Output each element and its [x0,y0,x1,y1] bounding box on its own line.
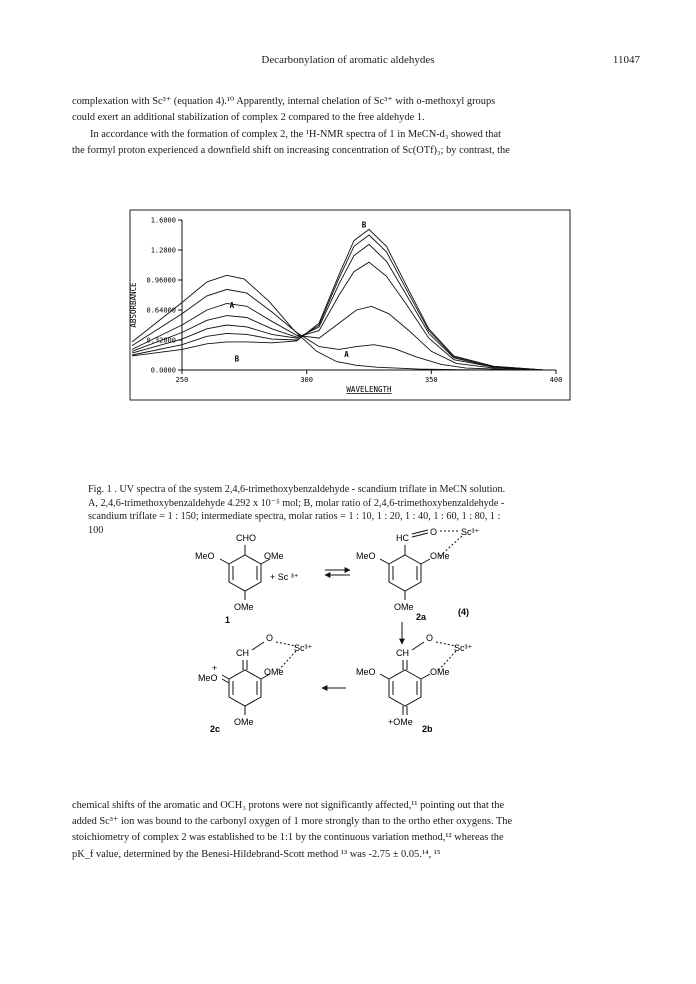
curve-label: A [344,349,349,359]
compound-2b-sc: Sc³⁺ [454,643,473,653]
y-axis-title: ABSORBANCE [129,282,138,328]
x-tick-label: 300 [300,376,313,384]
compound-2c-meo: MeO [198,673,218,683]
x-tick-label: 250 [175,376,189,384]
x-tick-label: 350 [425,376,438,384]
plot-area [132,217,562,385]
paragraph-2-line-1: In accordance with the formation of complex 2, the ¹H-NMR spectra of 1 in MeCN-d₃ showed that [90,129,501,140]
compound-2a-meo: MeO [356,551,376,561]
y-tick-label: 1.6000 [150,216,176,225]
y-tick-label: 1.2800 [150,246,176,255]
y-tick-label: 0.64000 [146,306,176,315]
compound-2b-label: 2b [422,724,433,734]
compound-2a-hc: HC [396,533,409,543]
compound-2a-label: 2a [416,612,427,622]
compound-2a-ome-bottom: OMe [394,602,414,612]
paragraph-2 [72,127,628,159]
equation-number: (4) [458,607,469,617]
compound-2c [222,642,296,715]
y-tick-label: 0.0000 [150,366,176,375]
reaction-scheme [150,520,570,765]
compound-1-meo: MeO [195,551,215,561]
x-tick-label: 400 [549,376,563,384]
compound-2c-o: O [266,633,274,643]
compound-2c-plus: + [212,663,218,673]
compound-2a-ome-right: OMe [430,551,450,561]
compound-1-ome-right: OMe [264,551,284,561]
paragraph-3-line-4: pK_f value, determined by the Benesi-Hildebrand-Scott method ¹³ was -2.75 ± 0.05.¹⁴, ¹⁵ [72,848,441,860]
compound-1 [220,545,270,600]
paragraph-3 [72,798,628,863]
uv-spectra-chart [130,210,570,400]
scandium-reagent: + Sc ³⁺ [270,572,299,582]
compound-1-label: 1 [225,615,231,625]
compound-1-ome-bottom: OMe [234,602,254,612]
equilibrium-arrow [325,570,350,575]
compound-2a [380,530,462,600]
y-tick-label: 0.96000 [146,276,176,285]
benzene-ring-2c [229,670,261,706]
paragraph-3-line-3: stoichiometry of complex 2 was established to be 1:1 by the continuous variation method,¹² whereas the [72,832,504,844]
compound-2b-o: O [426,633,434,643]
curve-label: B [361,220,367,230]
page-number: 11047 [612,54,640,66]
caption-line-2: A, 2,4,6-trimethoxybenzaldehyde 4.292 x 10⁻⁵ mol; B, molar ratio of 2,4,6-trimethoxybenzaldehyde - [88,497,505,509]
compound-2b-ome-right: OMe [430,667,450,677]
x-axis-title: WAVELENGTH [346,385,392,394]
paragraph-1-line-2: could exert an additional stabilization of complex 2 compared to the free aldehyde 1. [72,112,425,124]
caption-line-3: scandium triflate = 1 : 150; intermediate spectra, molar ratios = 1 : 10, 1 : 20, 1 : 40, 1 : 60, 1 : 80, 1 : [88,511,501,522]
compound-2a-sc: Sc³⁺ [461,527,480,537]
compound-2b-ch: CH [396,648,409,658]
caption-line-1: Fig. 1 . UV spectra of the system 2,4,6-trimethoxybenzaldehyde - scandium triflate in MeCN solution. [88,484,506,495]
paragraph-3-line-1: chemical shifts of the aromatic and OCH₃ protons were not significantly affected,¹¹ pointing out that the [72,800,505,811]
compound-1-cho: CHO [236,533,256,543]
compound-2c-label: 2c [210,724,221,734]
curve-label: B [234,354,240,364]
running-header-title: Decarbonylation of aromatic aldehydes [261,54,435,66]
compound-2b [380,642,456,715]
curve-label: A [229,301,235,311]
benzene-ring-2b [389,670,421,706]
compound-2c-ch: CH [236,648,249,658]
compound-2c-sc: Sc³⁺ [294,643,313,653]
compound-2a-o: O [430,527,438,537]
benzene-ring-2a [389,555,421,591]
paragraph-2-line-2: the formyl proton experienced a downfield shift on increasing concentration of Sc(OTf)₃; by contrast, the [72,145,510,157]
paragraph-3-line-2: added Sc³⁺ ion was bound to the carbonyl oxygen of 1 more strongly than to the ortho ether oxygens. The [72,816,513,828]
chart-frame [130,210,570,400]
paragraph-1-line-1: complexation with Sc³⁺ (equation 4).¹⁰ Apparently, internal chelation of Sc³⁺ with o-methoxyl groups [72,96,496,107]
compound-2c-ome-bottom: OMe [234,717,254,727]
benzene-ring-1 [229,555,261,591]
caption-line-4: 100 [88,524,104,536]
compound-2b-ome-bottom: +OMe [388,717,413,727]
paragraph-1 [72,94,628,126]
compound-2c-ome-right: OMe [264,667,284,677]
x-ticks [176,370,563,384]
spectrum-line-3 [132,303,556,370]
compound-2b-meo: MeO [356,667,376,677]
y-tick-label: 0.32000 [146,336,176,345]
